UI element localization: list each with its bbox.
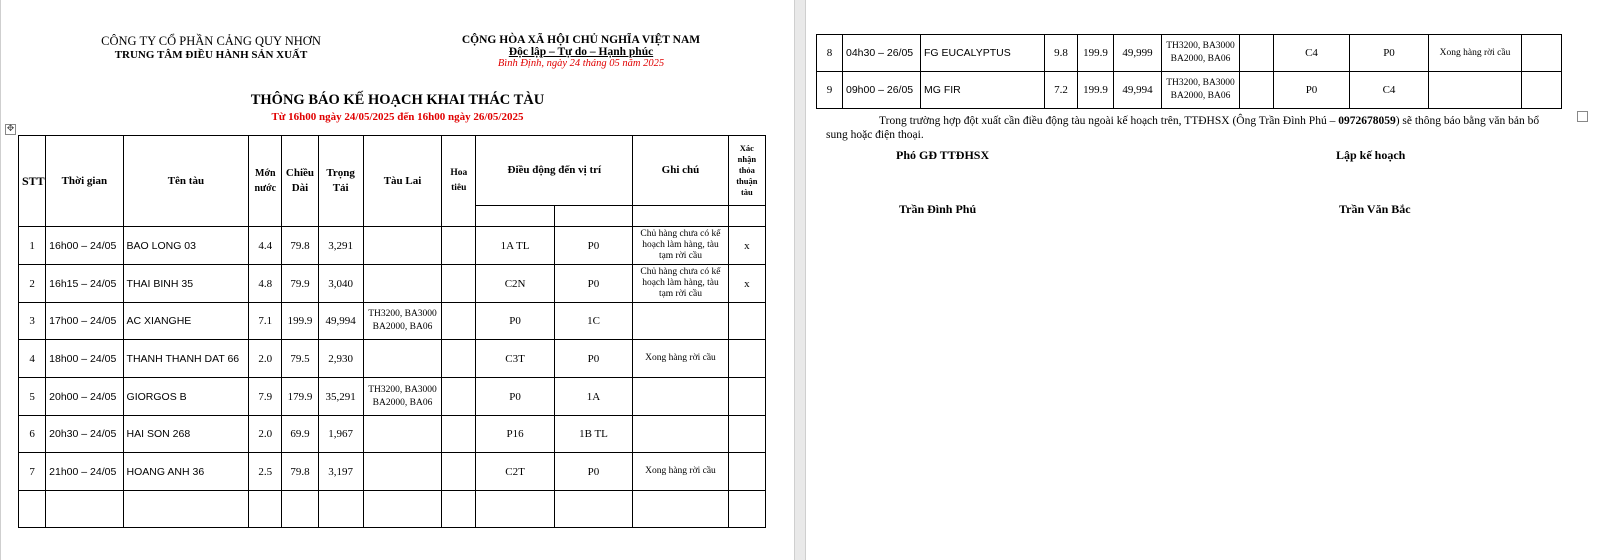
cell-stt: 6 bbox=[19, 416, 46, 453]
cell-pilot bbox=[442, 453, 476, 491]
date-line: Bình Định, ngày 24 tháng 05 năm 2025 bbox=[497, 58, 665, 69]
motto: Độc lập – Tự do – Hạnh phúc bbox=[508, 46, 654, 58]
cell-stt: 4 bbox=[19, 340, 46, 378]
cell-tug: TH3200, BA3000 BA2000, BA06 bbox=[1162, 72, 1240, 109]
cell-length: 79.8 bbox=[282, 453, 318, 491]
cell-time: 16h15 – 24/05 bbox=[46, 265, 123, 303]
cell-tug: TH3200, BA3000 BA2000, BA06 bbox=[1162, 35, 1240, 72]
table-row bbox=[19, 265, 766, 303]
cell-to: P0 bbox=[1350, 35, 1429, 72]
cell-from: P16 bbox=[476, 416, 554, 453]
cell-note: Xong hàng rời cầu bbox=[633, 453, 729, 491]
cell-to: P0 bbox=[554, 265, 632, 303]
cell-note bbox=[633, 416, 729, 453]
cell-note: Xong hàng rời cầu bbox=[633, 340, 729, 378]
national-header bbox=[431, 34, 731, 69]
cell-length: 79.9 bbox=[282, 265, 318, 303]
cell-confirm bbox=[728, 453, 765, 491]
signature-left-name: Trần Đình Phú bbox=[899, 202, 977, 216]
cell-time: 16h00 – 24/05 bbox=[46, 227, 123, 265]
cell-length: 79.8 bbox=[282, 227, 318, 265]
cell-confirm bbox=[1522, 72, 1562, 109]
subheader-note-blank bbox=[633, 206, 729, 227]
cell-draft: 7.1 bbox=[249, 303, 282, 340]
table-row bbox=[19, 453, 766, 491]
cell-stt: 8 bbox=[817, 35, 843, 72]
cell-vessel: HOANG ANH 36 bbox=[123, 453, 249, 491]
cell-pilot bbox=[442, 378, 476, 416]
cell-vessel: FG EUCALYPTUS bbox=[921, 35, 1045, 72]
cell-to: P0 bbox=[554, 227, 632, 265]
cell-dwt: 49,999 bbox=[1114, 35, 1162, 72]
document-page-2 bbox=[805, 0, 1600, 560]
cell-dwt: 2,930 bbox=[318, 340, 363, 378]
cell-vessel: AC XIANGHE bbox=[123, 303, 249, 340]
col-header-vessel: Tên tàu bbox=[123, 136, 249, 227]
cell-note: Chủ hàng chưa có kế hoạch làm hàng, tàu tạm rời cầu bbox=[633, 265, 729, 303]
cell-pilot bbox=[1240, 35, 1274, 72]
move-handle-icon[interactable]: ✥ bbox=[6, 124, 15, 134]
subheader-from bbox=[476, 206, 554, 227]
cell-draft bbox=[249, 491, 282, 528]
col-header-draft: Mớn nước bbox=[249, 136, 282, 227]
cell-vessel bbox=[123, 491, 249, 528]
notice-text-start: Trong trường hợp đột xuất cần điều động tàu ngoài kế hoạch trên, TTĐHSX (Ông Trần Đình Phú – bbox=[879, 115, 1339, 127]
cell-pilot bbox=[442, 340, 476, 378]
col-header-length: Chiều Dài bbox=[282, 136, 318, 227]
cell-dwt: 3,197 bbox=[318, 453, 363, 491]
cell-draft: 2.5 bbox=[249, 453, 282, 491]
cell-from: P0 bbox=[476, 303, 554, 340]
cell-confirm bbox=[1522, 35, 1562, 72]
cell-length: 179.9 bbox=[282, 378, 318, 416]
cell-tug bbox=[363, 416, 441, 453]
cell-draft: 4.8 bbox=[249, 265, 282, 303]
cell-from: C4 bbox=[1274, 35, 1350, 72]
document-title: THÔNG BÁO KẾ HOẠCH KHAI THÁC TÀU bbox=[250, 92, 545, 108]
cell-from: C2T bbox=[476, 453, 554, 491]
cell-pilot bbox=[442, 416, 476, 453]
cell-pilot bbox=[442, 491, 476, 528]
cell-draft: 2.0 bbox=[249, 340, 282, 378]
cell-tug: TH3200, BA3000 BA2000, BA06 bbox=[363, 303, 441, 340]
cell-pilot bbox=[442, 265, 476, 303]
col-header-pilot: Hoa tiêu bbox=[442, 136, 476, 227]
document-subtitle: Từ 16h00 ngày 24/05/2025 đến 16h00 ngày 26/05/2025 bbox=[271, 111, 524, 123]
cell-length: 199.9 bbox=[1078, 72, 1114, 109]
signature-right-role: Lập kế hoạch bbox=[1336, 148, 1406, 162]
cell-stt bbox=[19, 491, 46, 528]
notice-paragraph bbox=[826, 114, 1546, 142]
cell-tug bbox=[363, 340, 441, 378]
cell-draft: 9.8 bbox=[1045, 35, 1078, 72]
cell-time: 18h00 – 24/05 bbox=[46, 340, 123, 378]
cell-time: 09h00 – 26/05 bbox=[843, 72, 921, 109]
cell-length: 199.9 bbox=[282, 303, 318, 340]
cell-tug bbox=[363, 265, 441, 303]
cell-confirm bbox=[728, 303, 765, 340]
cell-vessel: THANH THANH DAT 66 bbox=[123, 340, 249, 378]
table-row bbox=[817, 72, 1562, 109]
cell-dwt bbox=[318, 491, 363, 528]
cell-draft: 2.0 bbox=[249, 416, 282, 453]
cell-stt: 5 bbox=[19, 378, 46, 416]
table-row bbox=[19, 416, 766, 453]
cell-stt: 3 bbox=[19, 303, 46, 340]
cell-time: 20h00 – 24/05 bbox=[46, 378, 123, 416]
cell-draft: 7.9 bbox=[249, 378, 282, 416]
cell-vessel: BAO LONG 03 bbox=[123, 227, 249, 265]
notice-phone: 0972678059 bbox=[1338, 115, 1396, 127]
cell-from: P0 bbox=[1274, 72, 1350, 109]
cell-note bbox=[1429, 72, 1522, 109]
resize-handle-icon[interactable] bbox=[1577, 111, 1588, 122]
cell-stt: 9 bbox=[817, 72, 843, 109]
cell-draft: 4.4 bbox=[249, 227, 282, 265]
cell-dwt: 49,994 bbox=[318, 303, 363, 340]
cell-note bbox=[633, 303, 729, 340]
col-header-confirm: Xác nhận thỏa thuận tàu bbox=[728, 136, 765, 206]
cell-time bbox=[46, 491, 123, 528]
cell-dwt: 3,040 bbox=[318, 265, 363, 303]
table-row bbox=[19, 491, 766, 528]
cell-tug bbox=[363, 227, 441, 265]
cell-pilot bbox=[1240, 72, 1274, 109]
cell-time: 20h30 – 24/05 bbox=[46, 416, 123, 453]
cell-confirm: x bbox=[728, 227, 765, 265]
cell-from bbox=[476, 491, 554, 528]
signature-left-role: Phó GĐ TTĐHSX bbox=[896, 148, 990, 162]
table-header-row bbox=[19, 136, 766, 206]
col-header-stt: STT bbox=[19, 136, 46, 227]
signature-right-name: Trần Văn Bắc bbox=[1339, 202, 1411, 216]
cell-to: C4 bbox=[1350, 72, 1429, 109]
document-page-1 bbox=[0, 0, 795, 560]
schedule-table-continued bbox=[816, 34, 1562, 109]
cell-length: 69.9 bbox=[282, 416, 318, 453]
cell-time: 21h00 – 24/05 bbox=[46, 453, 123, 491]
cell-tug bbox=[363, 453, 441, 491]
cell-note bbox=[633, 491, 729, 528]
cell-vessel: GIORGOS B bbox=[123, 378, 249, 416]
cell-tug bbox=[363, 491, 441, 528]
cell-to: 1B TL bbox=[554, 416, 632, 453]
table-row bbox=[817, 35, 1562, 72]
cell-to: P0 bbox=[554, 340, 632, 378]
col-header-dwt: Trọng Tải bbox=[318, 136, 363, 227]
cell-confirm bbox=[728, 491, 765, 528]
cell-from: C2N bbox=[476, 265, 554, 303]
cell-confirm bbox=[728, 340, 765, 378]
cell-from: C3T bbox=[476, 340, 554, 378]
col-header-note: Ghi chú bbox=[633, 136, 729, 206]
cell-confirm bbox=[728, 416, 765, 453]
cell-dwt: 49,994 bbox=[1114, 72, 1162, 109]
subheader-to bbox=[554, 206, 632, 227]
table-row bbox=[19, 227, 766, 265]
cell-to bbox=[554, 491, 632, 528]
nation-title: CỘNG HÒA XÃ HỘI CHỦ NGHĨA VIỆT NAM bbox=[461, 34, 701, 46]
col-header-time: Thời gian bbox=[46, 136, 123, 227]
cell-stt: 2 bbox=[19, 265, 46, 303]
cell-vessel: HAI SON 268 bbox=[123, 416, 249, 453]
cell-to: 1A bbox=[554, 378, 632, 416]
cell-confirm: x bbox=[728, 265, 765, 303]
cell-length: 79.5 bbox=[282, 340, 318, 378]
cell-length: 199.9 bbox=[1078, 35, 1114, 72]
cell-vessel: MG FIR bbox=[921, 72, 1045, 109]
cell-to: 1C bbox=[554, 303, 632, 340]
department-name: TRUNG TÂM ĐIỀU HÀNH SẢN XUẤT bbox=[114, 49, 308, 61]
table-row bbox=[19, 340, 766, 378]
cell-note: Xong hàng rời cầu bbox=[1429, 35, 1522, 72]
cell-time: 04h30 – 26/05 bbox=[843, 35, 921, 72]
cell-stt: 1 bbox=[19, 227, 46, 265]
cell-length bbox=[282, 491, 318, 528]
cell-stt: 7 bbox=[19, 453, 46, 491]
cell-dwt: 35,291 bbox=[318, 378, 363, 416]
cell-from: 1A TL bbox=[476, 227, 554, 265]
cell-dwt: 3,291 bbox=[318, 227, 363, 265]
col-header-tug: Tàu Lai bbox=[363, 136, 441, 227]
cell-from: P0 bbox=[476, 378, 554, 416]
table-row bbox=[19, 378, 766, 416]
cell-vessel: THAI BINH 35 bbox=[123, 265, 249, 303]
cell-tug: TH3200, BA3000 BA2000, BA06 bbox=[363, 378, 441, 416]
subheader-confirm-blank bbox=[728, 206, 765, 227]
cell-draft: 7.2 bbox=[1045, 72, 1078, 109]
notice-text-end: ) sẽ thông báo bằng văn bản bổ sung hoặc điện thoại. bbox=[826, 115, 1540, 141]
company-header bbox=[61, 34, 361, 61]
cell-note: Chủ hàng chưa có kế hoạch làm hàng, tàu tạm rời cầu bbox=[633, 227, 729, 265]
company-name: CÔNG TY CỔ PHẦN CẢNG QUY NHƠN bbox=[101, 34, 321, 48]
cell-note bbox=[633, 378, 729, 416]
schedule-table bbox=[18, 135, 766, 528]
col-header-move: Điều động đến vị trí bbox=[476, 136, 633, 206]
cell-pilot bbox=[442, 303, 476, 340]
cell-confirm bbox=[728, 378, 765, 416]
cell-time: 17h00 – 24/05 bbox=[46, 303, 123, 340]
cell-pilot bbox=[442, 227, 476, 265]
table-row bbox=[19, 303, 766, 340]
cell-to: P0 bbox=[554, 453, 632, 491]
cell-dwt: 1,967 bbox=[318, 416, 363, 453]
